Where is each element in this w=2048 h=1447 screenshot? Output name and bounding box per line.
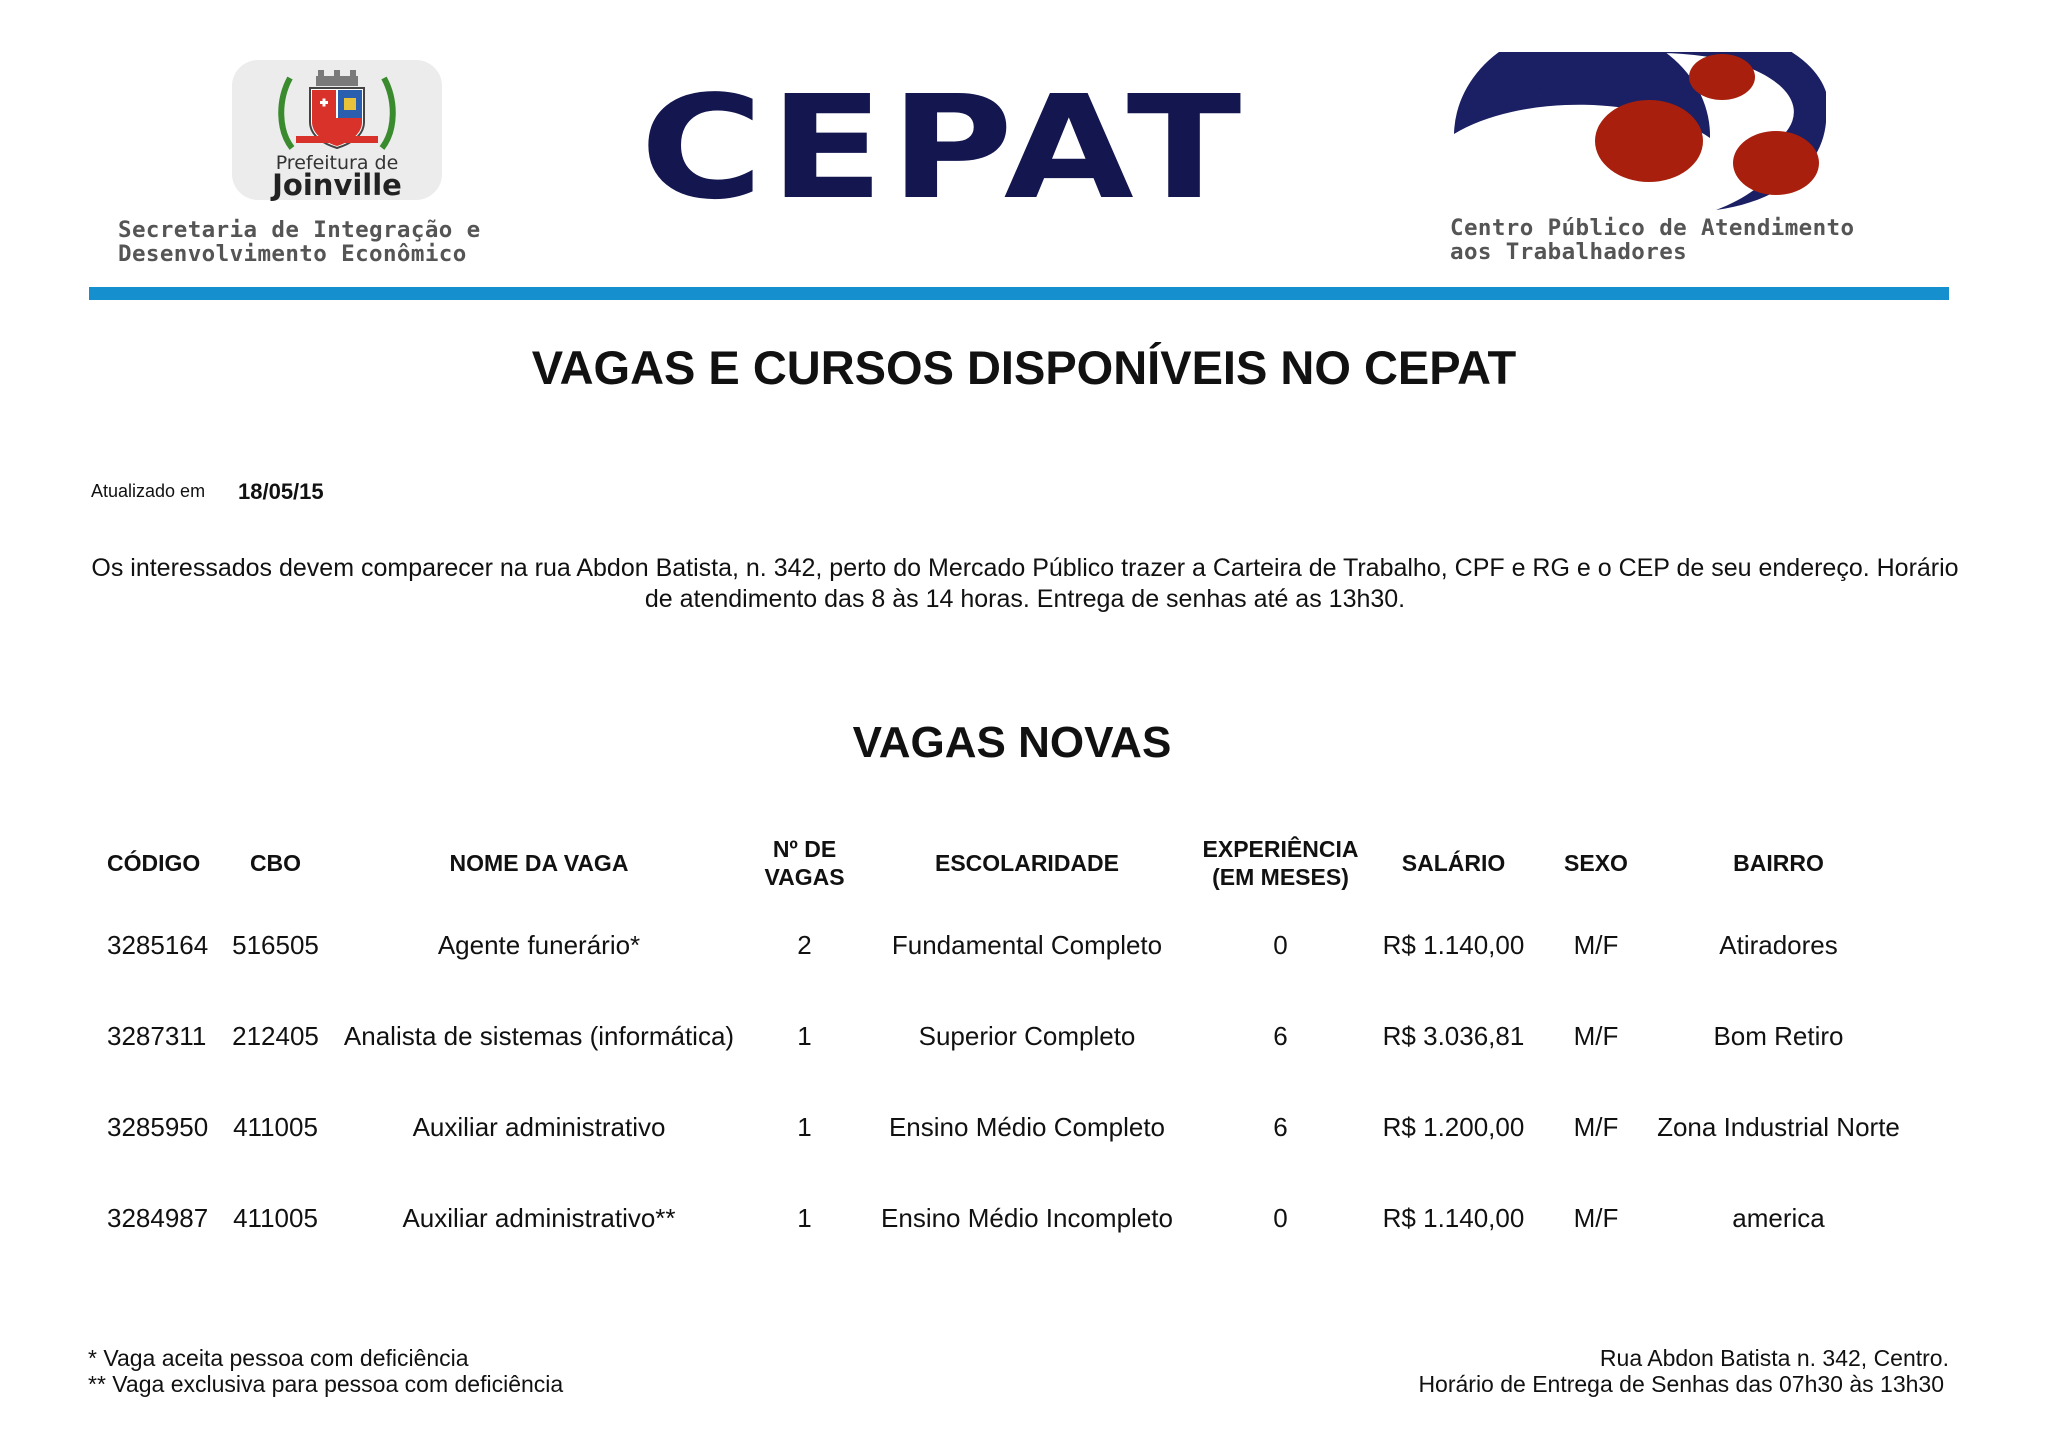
header-vagas [750, 826, 859, 900]
cell-sexo: M/F [1573, 930, 1619, 960]
prefeitura-line2: Joinville [272, 168, 402, 202]
cell-sexo: M/F [1573, 1203, 1619, 1233]
cell-vagas: 2 [797, 930, 812, 960]
updated-label: Atualizado em [91, 481, 206, 501]
cell-sexo: M/F [1573, 1112, 1619, 1142]
cell-codigo: 3287311 [107, 1021, 207, 1051]
cell-vagas: 1 [797, 1203, 812, 1233]
table-header-row [90, 826, 1906, 900]
cell-salario: R$ 3.036,81 [1382, 1021, 1525, 1051]
header-divider [89, 287, 1949, 300]
header-sexo: SEXO [1564, 850, 1628, 876]
cell-escolaridade: Fundamental Completo [891, 930, 1163, 960]
intro-text: Os interessados devem comparecer na rua Abdon Batista, n. 342, perto do Mercado Público trazer a Carteira de Trabalho, CPF e RG e o CEP de seu endereço. Horário de atendimento das 8 às 14 horas. Entrega de senhas até as 13h30. [91, 554, 1959, 613]
prefeitura-line1: Prefeitura de [275, 152, 399, 174]
cell-nome: Auxiliar administrativo** [402, 1203, 676, 1233]
table-row [90, 991, 1906, 1082]
updated-date: 18/05/15 [238, 479, 324, 504]
cell-codigo: 3285164 [107, 930, 209, 960]
header-bairro: BAIRRO [1733, 850, 1824, 876]
coat-of-arms-icon [272, 70, 402, 155]
header-escolaridade: ESCOLARIDADE [934, 850, 1119, 876]
cell-cbo: 212405 [232, 1021, 319, 1051]
cell-bairro: Zona Industrial Norte [1657, 1112, 1900, 1142]
section-title: VAGAS NOVAS [852, 718, 1172, 767]
cell-nome: Analista de sistemas (informática) [343, 1021, 735, 1051]
cell-experiencia: 6 [1273, 1021, 1288, 1051]
secretaria-line1: Secretaria de Integração e [118, 217, 481, 243]
secretaria-line2: Desenvolvimento Econômico [118, 241, 467, 267]
header-cbo: CBO [249, 850, 302, 876]
cell-cbo: 411005 [233, 1112, 318, 1142]
footer-hours: Horário de Entrega de Senhas das 07h30 às 13h30 [1418, 1371, 1944, 1397]
header-experiencia-line1: EXPERIÊNCIA [1202, 836, 1359, 862]
cell-codigo: 3285950 [107, 1112, 209, 1142]
cell-experiencia: 0 [1273, 1203, 1288, 1233]
cell-cbo: 411005 [233, 1203, 318, 1233]
cell-escolaridade: Ensino Médio Completo [888, 1112, 1166, 1142]
cell-nome: Agente funerário* [437, 930, 641, 960]
cell-salario: R$ 1.140,00 [1382, 930, 1525, 960]
cell-bairro: Atiradores [1719, 930, 1838, 960]
cell-sexo: M/F [1573, 1021, 1619, 1051]
cell-cbo: 516505 [232, 930, 319, 960]
cell-escolaridade: Ensino Médio Incompleto [881, 1203, 1173, 1233]
header-nome: NOME DA VAGA [449, 850, 629, 876]
jobs-table [90, 826, 1906, 1264]
header-salario: SALÁRIO [1401, 850, 1506, 876]
cell-bairro: Bom Retiro [1713, 1021, 1844, 1051]
table-row [90, 1173, 1906, 1264]
cell-codigo: 3284987 [107, 1203, 209, 1233]
cepat-circles-icon [1446, 52, 1826, 212]
cell-nome: Auxiliar administrativo [412, 1112, 666, 1142]
footnote-deficiencia-exclusiva: ** Vaga exclusiva para pessoa com deficiência [88, 1371, 564, 1397]
table-row [90, 900, 1906, 991]
footnote-deficiencia-aceita: * Vaga aceita pessoa com deficiência [88, 1345, 469, 1371]
cell-bairro: america [1732, 1203, 1825, 1233]
table-row [90, 1082, 1906, 1173]
header-experiencia [1195, 826, 1366, 900]
cell-experiencia: 0 [1273, 930, 1288, 960]
center-line1: Centro Público de Atendimento [1450, 215, 1855, 241]
cell-vagas: 1 [797, 1021, 812, 1051]
page-title: VAGAS E CURSOS DISPONÍVEIS NO CEPAT [531, 341, 1517, 394]
cell-experiencia: 6 [1273, 1112, 1288, 1142]
cell-vagas: 1 [797, 1112, 812, 1142]
cell-salario: R$ 1.200,00 [1382, 1112, 1525, 1142]
footer-address: Rua Abdon Batista n. 342, Centro. [1599, 1345, 1949, 1371]
cell-escolaridade: Superior Completo [918, 1021, 1136, 1051]
cepat-logo: CEPAT [640, 64, 1248, 232]
center-line2: aos Trabalhadores [1450, 239, 1688, 265]
header-codigo: CÓDIGO [107, 850, 201, 876]
header-vagas-line1: Nº DE [772, 836, 837, 862]
cell-salario: R$ 1.140,00 [1382, 1203, 1525, 1233]
header-experiencia-line2: (EM MESES) [1212, 864, 1349, 890]
header-vagas-line2: VAGAS [764, 864, 845, 890]
